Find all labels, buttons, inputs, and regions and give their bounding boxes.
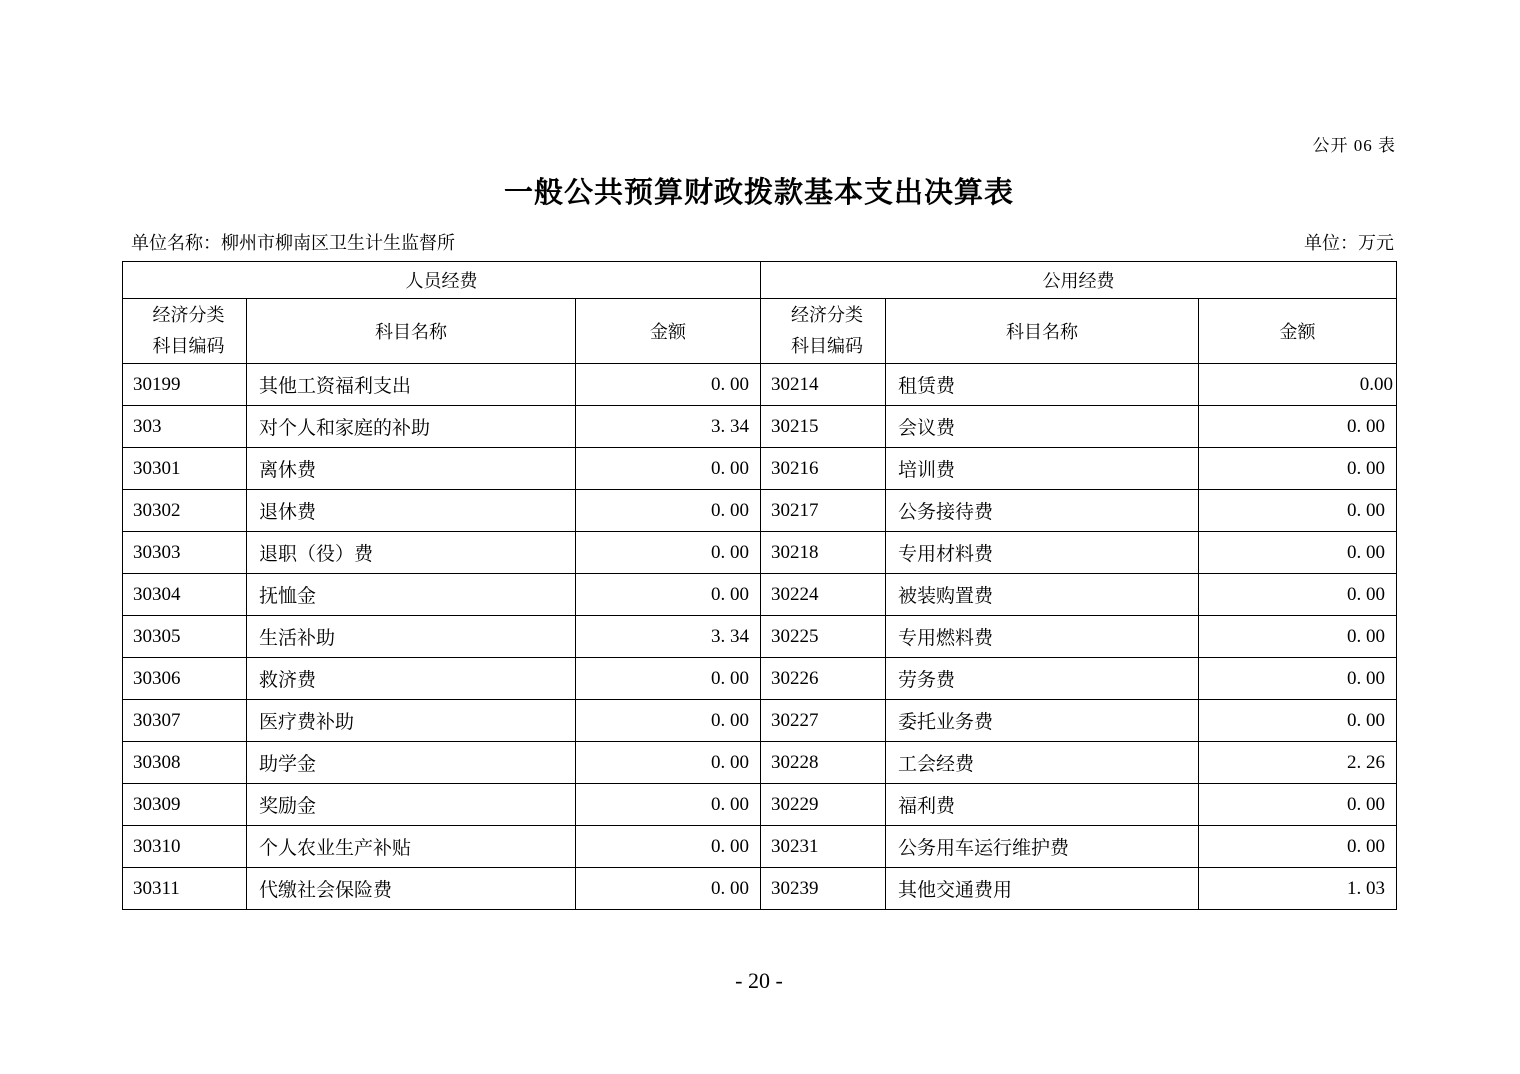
unit-measure-label: 单位：万元 <box>1304 233 1394 253</box>
page-title: 一般公共预算财政拨款基本支出决算表 <box>503 177 1014 209</box>
table-row <box>123 406 1397 448</box>
right-subject-cell: 公务接待费 <box>886 490 1199 532</box>
left-subject-cell: 离休费 <box>247 448 576 490</box>
left-code-cell: 30311 <box>123 868 247 910</box>
left-subject-cell: 医疗费补助 <box>247 700 576 742</box>
table-row <box>123 448 1397 490</box>
section-title-public-funds: 公用经费 <box>761 262 1397 299</box>
right-code-cell: 30218 <box>761 532 886 574</box>
right-code-cell: 30229 <box>761 784 886 826</box>
left-amount-cell: 0. 00 <box>576 490 761 532</box>
right-amount-cell: 0.00 <box>1199 364 1397 406</box>
section-header-row <box>123 262 1397 299</box>
right-code-cell: 30214 <box>761 364 886 406</box>
left-code-column-header <box>123 299 247 364</box>
unit-name-label: 单位名称：柳州市柳南区卫生计生监督所 <box>131 233 455 253</box>
right-amount-cell: 0. 00 <box>1199 826 1397 868</box>
left-amount-cell: 0. 00 <box>576 448 761 490</box>
right-code-cell: 30215 <box>761 406 886 448</box>
right-subject-cell: 会议费 <box>886 406 1199 448</box>
left-amount-cell: 0. 00 <box>576 742 761 784</box>
left-code-cell: 30305 <box>123 616 247 658</box>
column-header-row <box>123 299 1397 364</box>
left-code-cell: 30302 <box>123 490 247 532</box>
right-code-cell: 30225 <box>761 616 886 658</box>
right-subject-cell: 工会经费 <box>886 742 1199 784</box>
left-code-cell: 30309 <box>123 784 247 826</box>
left-code-cell: 30301 <box>123 448 247 490</box>
right-amount-cell: 0. 00 <box>1199 574 1397 616</box>
right-amount-cell: 0. 00 <box>1199 700 1397 742</box>
right-subject-cell: 专用燃料费 <box>886 616 1199 658</box>
left-amount-cell: 0. 00 <box>576 364 761 406</box>
left-code-cell: 30304 <box>123 574 247 616</box>
right-subject-cell: 租赁费 <box>886 364 1199 406</box>
right-code-cell: 30231 <box>761 826 886 868</box>
table-row <box>123 490 1397 532</box>
right-subject-cell: 福利费 <box>886 784 1199 826</box>
right-amount-column-header: 金额 <box>1199 299 1397 364</box>
left-subject-cell: 退休费 <box>247 490 576 532</box>
left-amount-cell: 3. 34 <box>576 616 761 658</box>
right-code-cell: 30227 <box>761 700 886 742</box>
table-row <box>123 826 1397 868</box>
left-subject-cell: 救济费 <box>247 658 576 700</box>
unit-info-row <box>122 229 1396 255</box>
table-row <box>123 574 1397 616</box>
right-amount-cell: 0. 00 <box>1199 490 1397 532</box>
left-subject-cell: 助学金 <box>247 742 576 784</box>
left-code-header-line1: 经济分类 <box>152 305 225 325</box>
right-amount-cell: 1. 03 <box>1199 868 1397 910</box>
right-amount-cell: 0. 00 <box>1199 448 1397 490</box>
right-subject-cell: 委托业务费 <box>886 700 1199 742</box>
left-subject-cell: 退职（役）费 <box>247 532 576 574</box>
form-tag: 公开 06 表 <box>1312 136 1396 155</box>
left-subject-cell: 其他工资福利支出 <box>247 364 576 406</box>
left-subject-column-header: 科目名称 <box>247 299 576 364</box>
left-code-cell: 30303 <box>123 532 247 574</box>
right-subject-cell: 劳务费 <box>886 658 1199 700</box>
section-title-personnel-funds: 人员经费 <box>123 262 761 299</box>
left-subject-cell: 抚恤金 <box>247 574 576 616</box>
table-row <box>123 364 1397 406</box>
right-code-cell: 30217 <box>761 490 886 532</box>
right-subject-cell: 专用材料费 <box>886 532 1199 574</box>
right-amount-cell: 0. 00 <box>1199 406 1397 448</box>
left-code-cell: 30310 <box>123 826 247 868</box>
right-code-cell: 30224 <box>761 574 886 616</box>
left-subject-cell: 代缴社会保险费 <box>247 868 576 910</box>
right-subject-cell: 被装购置费 <box>886 574 1199 616</box>
left-subject-cell: 个人农业生产补贴 <box>247 826 576 868</box>
table-row <box>123 868 1397 910</box>
left-code-cell: 30306 <box>123 658 247 700</box>
table-row <box>123 616 1397 658</box>
right-code-header-line2: 科目编码 <box>791 336 863 356</box>
left-subject-cell: 奖励金 <box>247 784 576 826</box>
right-code-column-header <box>761 299 886 364</box>
left-amount-cell: 0. 00 <box>576 658 761 700</box>
table-row <box>123 784 1397 826</box>
left-code-cell: 30307 <box>123 700 247 742</box>
right-amount-cell: 0. 00 <box>1199 616 1397 658</box>
right-subject-cell: 公务用车运行维护费 <box>886 826 1199 868</box>
left-amount-cell: 0. 00 <box>576 574 761 616</box>
right-amount-cell: 0. 00 <box>1199 658 1397 700</box>
left-code-cell: 30308 <box>123 742 247 784</box>
left-amount-cell: 3. 34 <box>576 406 761 448</box>
left-amount-cell: 0. 00 <box>576 826 761 868</box>
left-amount-cell: 0. 00 <box>576 868 761 910</box>
left-code-header-line2: 科目编码 <box>152 336 225 356</box>
left-code-cell: 30199 <box>123 364 247 406</box>
right-amount-cell: 0. 00 <box>1199 532 1397 574</box>
table-row <box>123 700 1397 742</box>
left-code-cell: 303 <box>123 406 247 448</box>
left-amount-cell: 0. 00 <box>576 532 761 574</box>
right-amount-cell: 2. 26 <box>1199 742 1397 784</box>
table-row <box>123 742 1397 784</box>
left-amount-cell: 0. 00 <box>576 784 761 826</box>
page-number: - 20 - <box>735 968 783 993</box>
left-amount-column-header: 金额 <box>576 299 761 364</box>
expenditure-table <box>122 261 1397 910</box>
right-code-header-line1: 经济分类 <box>791 305 863 325</box>
right-subject-column-header: 科目名称 <box>886 299 1199 364</box>
right-amount-cell: 0. 00 <box>1199 784 1397 826</box>
left-subject-cell: 生活补助 <box>247 616 576 658</box>
table-row <box>123 658 1397 700</box>
right-code-cell: 30239 <box>761 868 886 910</box>
table-row <box>123 532 1397 574</box>
right-code-cell: 30226 <box>761 658 886 700</box>
right-subject-cell: 培训费 <box>886 448 1199 490</box>
right-code-cell: 30228 <box>761 742 886 784</box>
right-code-cell: 30216 <box>761 448 886 490</box>
left-amount-cell: 0. 00 <box>576 700 761 742</box>
left-subject-cell: 对个人和家庭的补助 <box>247 406 576 448</box>
right-subject-cell: 其他交通费用 <box>886 868 1199 910</box>
